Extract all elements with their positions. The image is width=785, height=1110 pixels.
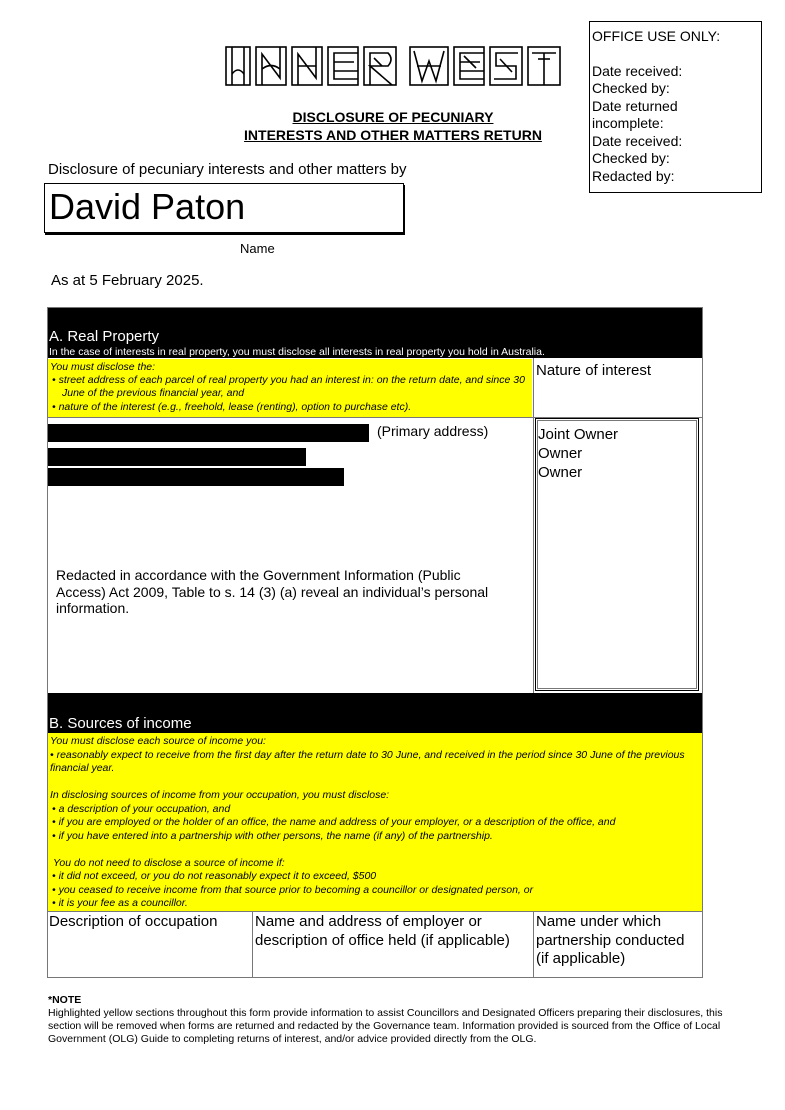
section-a-title: A. Real Property xyxy=(49,328,160,345)
column-divider xyxy=(252,911,253,977)
guidance-bullet: • a description of your occupation, and xyxy=(52,802,231,815)
office-use-row: Checked by: xyxy=(592,80,670,96)
footnote xyxy=(48,994,738,1046)
office-use-box xyxy=(589,21,762,193)
column-header-employer: Name and address of employer or description of office held (if applicable) xyxy=(255,913,510,949)
office-use-row: incomplete: xyxy=(592,115,664,131)
office-use-row: Date received: xyxy=(592,132,683,149)
redacted-address-bar xyxy=(48,468,344,486)
guidance-bullet: • if you have entered into a partnership with other persons, the name (if any) of the partnership. xyxy=(52,829,493,842)
redaction-note: Redacted in accordance with the Government Information (Public Access) Act 2009, Table to s. 14 (3) (a) reveal an individual’s personal information. xyxy=(56,567,489,616)
guidance-intro: You must disclose the: xyxy=(50,361,156,373)
section-b-header xyxy=(48,693,702,733)
section-b-guidance xyxy=(48,733,702,911)
guidance-bullet: • if you are employed or the holder of an office, the name and address of your employer, or a description of the office, and xyxy=(52,816,616,828)
interest-item: Joint Owner xyxy=(538,426,619,443)
column-header-partnership: Name under which partnership conducted (if applicable) xyxy=(536,913,685,967)
section-a-header xyxy=(48,308,702,346)
column-header-occupation: Description of occupation xyxy=(49,913,218,930)
guidance-intro: In disclosing sources of income from your occupation, you must disclose: xyxy=(50,789,390,801)
form-title-line2: INTERESTS AND OTHER MATTERS RETURN xyxy=(244,127,542,143)
column-divider xyxy=(533,911,534,977)
redacted-address-bar xyxy=(48,424,369,442)
office-use-row: Redacted by: xyxy=(592,167,675,184)
guidance-intro: You must disclose each source of income you: xyxy=(50,735,266,747)
primary-address-label: (Primary address) xyxy=(377,423,489,439)
footnote-text: Highlighted yellow sections throughout this form provide information to assist Councillors and Designated Officers preparing their disclosures, this section will be removed when forms are returned and redacted by the Governance team. Information provided is sourced from the Office of Local Government (OLG) Guide to completing returns of interest, and/or advice provided directly from the OLG. xyxy=(48,1007,723,1045)
row-divider xyxy=(48,911,702,912)
name-field[interactable]: David Paton xyxy=(44,183,404,233)
office-use-row: Date returned xyxy=(592,97,678,114)
column-divider xyxy=(533,358,534,693)
redacted-address-bar xyxy=(48,448,306,466)
interest-item: Owner xyxy=(538,445,583,462)
guidance-bullet: • reasonably expect to receive from the first day after the return date to 30 June, and received in the period since 30 June of the previous financial year. xyxy=(50,748,685,774)
inner-west-logo xyxy=(224,44,564,88)
section-a-subheading: In the case of interests in real property, you must disclose all interests in real property you hold in Australia. xyxy=(48,346,702,358)
office-use-heading: OFFICE USE ONLY: xyxy=(592,28,721,44)
guidance-bullet: • nature of the interest (e.g., freehold, lease (renting), option to purchase etc). xyxy=(52,400,412,413)
office-use-row: Checked by: xyxy=(592,150,670,166)
guidance-bullet: • you ceased to receive income from that source prior to becoming a councillor or designated person, or xyxy=(52,883,534,896)
name-label: Name xyxy=(240,241,275,256)
section-a-guidance xyxy=(48,359,532,417)
footnote-heading: *NOTE xyxy=(48,994,82,1006)
nature-of-interest-heading: Nature of interest xyxy=(536,362,652,379)
section-b-title: B. Sources of income xyxy=(49,715,192,732)
guidance-bullet: • it is your fee as a councillor. xyxy=(52,897,188,909)
guidance-bullet: • it did not exceed, or you do not reasonably expect it to exceed, $500 xyxy=(52,870,377,882)
interest-list xyxy=(538,425,618,482)
form-title xyxy=(200,108,586,144)
as-at-date: As at 5 February 2025. xyxy=(51,272,204,289)
guidance-bullet: • street address of each parcel of real property you had an interest in: on the return date, and since 30 June of the previous financial year, and xyxy=(52,374,525,400)
interest-item: Owner xyxy=(538,464,583,481)
office-use-row: Date received: xyxy=(592,62,683,79)
form-title-line1: DISCLOSURE OF PECUNIARY xyxy=(292,109,494,125)
guidance-intro: You do not need to disclose a source of income if: xyxy=(53,856,285,869)
intro-text: Disclosure of pecuniary interests and other matters by xyxy=(48,161,407,178)
